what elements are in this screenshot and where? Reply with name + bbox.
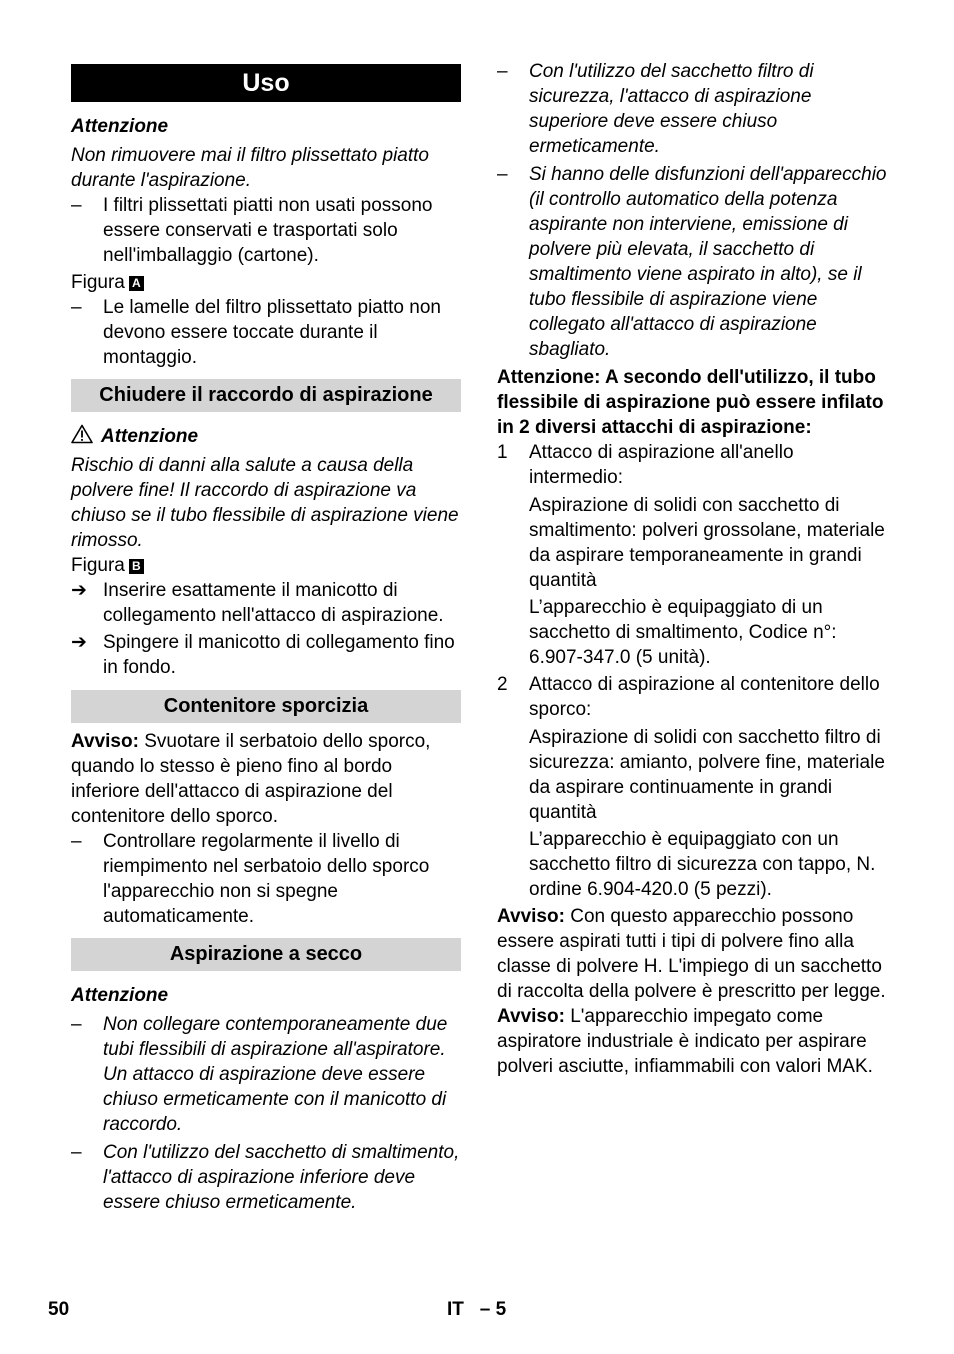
dash-marker: –: [71, 1014, 82, 1035]
numbered-item: [497, 672, 889, 722]
attention-heading: Attenzione: [71, 985, 169, 1006]
dash-marker: –: [71, 831, 82, 852]
warning-triangle-icon: [71, 424, 93, 444]
list-item-text: Controllare regolarmente il livello di riempimento nel serbatoio dello sporco l'apparecchio non si spegne automaticamente.: [103, 831, 430, 927]
attention-heading: [71, 424, 461, 449]
section-title-uso: Uso: [71, 64, 461, 102]
attention-text: Non rimuovere mai il filtro plissettato piatto durante l'aspirazione.: [71, 145, 429, 191]
arrow-right-icon: ➔: [71, 580, 87, 601]
numbered-item-paragraph: L’apparecchio è equipaggiato con un sacchetto filtro di sicurezza con tappo, N. ordine 6.904-420.0 (5 pezzi).: [529, 829, 876, 900]
list-item: [71, 193, 461, 268]
figure-label: Figura: [71, 555, 125, 576]
attention-text: Rischio di danni alla salute a causa della polvere fine! Il raccordo di aspirazione va chiuso se il tubo flessibile di aspirazione viene rimosso.: [71, 455, 459, 551]
page-number: 50: [48, 1299, 70, 1320]
section-title-chiudere: Chiudere il raccordo di aspirazione: [71, 379, 461, 412]
dash-marker: –: [497, 164, 508, 185]
numbered-item-paragraph: Aspirazione di solidi con sacchetto di smaltimento: polveri grossolane, materiale da aspirare temporaneamente in grandi quantità: [529, 495, 885, 591]
list-item: [497, 59, 889, 159]
notice-label: Avviso:: [497, 1006, 565, 1027]
dash-marker: –: [71, 195, 82, 216]
step-text: Inserire esattamente il manicotto di collegamento nell'attacco di aspirazione.: [103, 580, 444, 626]
numbered-item-title: Attacco di aspirazione al contenitore dello sporco:: [529, 674, 880, 720]
notice-paragraph: [71, 729, 461, 829]
list-item-text: I filtri plissettati piatti non usati possono essere conservati e trasportati solo nell'imballaggio (cartone).: [103, 195, 433, 266]
figure-letter-box: A: [129, 276, 144, 291]
notice-text: Svuotare il serbatoio dello sporco, quando lo stesso è pieno fino al bordo inferiore dell'attacco di aspirazione del contenitore dello sporco.: [71, 731, 431, 827]
step-item: [71, 630, 461, 680]
notice-paragraph: [497, 1004, 889, 1079]
list-item: [71, 1140, 461, 1215]
section-title-contenitore: Contenitore sporcizia: [71, 690, 461, 723]
left-column: [71, 64, 461, 1215]
list-item: [497, 162, 889, 362]
figure-label: Figura: [71, 272, 125, 293]
notice-text: Con questo apparecchio possono essere aspirati tutti i tipi di polvere fino alla classe di polvere H. L'impiego di un sacchetto di raccolta della polvere è prescritto per legge.: [497, 906, 886, 1002]
language-page-indicator: IT – 5: [447, 1299, 507, 1320]
list-item-text: Le lamelle del filtro plissettato piatto non devono essere toccate durante il montaggio.: [103, 297, 441, 368]
list-item: [71, 829, 461, 929]
list-item-text: Con l'utilizzo del sacchetto filtro di sicurezza, l'attacco di aspirazione superiore deve essere chiuso ermeticamente.: [529, 61, 814, 157]
notice-text: L'apparecchio impegato come aspiratore industriale è indicato per aspirare polveri asciutte, infiammabili con valori MAK.: [497, 1006, 873, 1077]
list-item-text: Con l'utilizzo del sacchetto di smaltimento, l'attacco di aspirazione inferiore deve essere chiuso ermeticamente.: [103, 1142, 460, 1213]
attention-heading-text: Attenzione: [101, 426, 199, 447]
figure-letter-box: B: [129, 559, 144, 574]
dash-marker: –: [71, 297, 82, 318]
figure-reference: [71, 553, 461, 578]
notice-paragraph: [497, 904, 889, 1004]
step-text: Spingere il manicotto di collegamento fino in fondo.: [103, 632, 455, 678]
numbered-item-paragraph: Aspirazione di solidi con sacchetto filtro di sicurezza: amianto, polvere fine, materiale da aspirare continuamente in grandi quantità: [529, 727, 885, 823]
figure-reference: [71, 270, 461, 295]
step-item: [71, 578, 461, 628]
attention-bold-paragraph: Attenzione: A secondo dell'utilizzo, il tubo flessibile di aspirazione può essere infilato in 2 diversi attacchi di aspirazione:: [497, 367, 884, 438]
section-title-aspirazione-secco: Aspirazione a secco: [71, 938, 461, 971]
item-number: 1: [497, 442, 508, 463]
attention-heading: Attenzione: [71, 116, 169, 137]
list-item: [71, 1012, 461, 1137]
list-item-text: Si hanno delle disfunzioni dell'apparecchio (il controllo automatico della potenza aspirante non interviene, emissione di polvere più elevata, il sacchetto di smaltimento viene aspirato in alto), se il tubo flessibile di aspirazione viene collegato all'attacco di aspirazione sbagliato.: [529, 164, 887, 360]
numbered-item: [497, 440, 889, 490]
numbered-item-title: Attacco di aspirazione all'anello intermedio:: [529, 442, 794, 488]
dash-marker: –: [71, 1142, 82, 1163]
dash-marker: –: [497, 61, 508, 82]
arrow-right-icon: ➔: [71, 632, 87, 653]
notice-label: Avviso:: [497, 906, 565, 927]
item-number: 2: [497, 674, 508, 695]
notice-label: Avviso:: [71, 731, 139, 752]
numbered-item-paragraph: L’apparecchio è equipaggiato di un sacchetto di smaltimento, Codice n°: 6.907-347.0 (5 unità).: [529, 597, 837, 668]
list-item-text: Non collegare contemporaneamente due tubi flessibili di aspirazione all'aspiratore. Un attacco di aspirazione deve essere chiuso ermeticamente con il manicotto di raccordo.: [103, 1014, 448, 1135]
list-item: [71, 295, 461, 370]
right-column: [497, 59, 889, 1079]
